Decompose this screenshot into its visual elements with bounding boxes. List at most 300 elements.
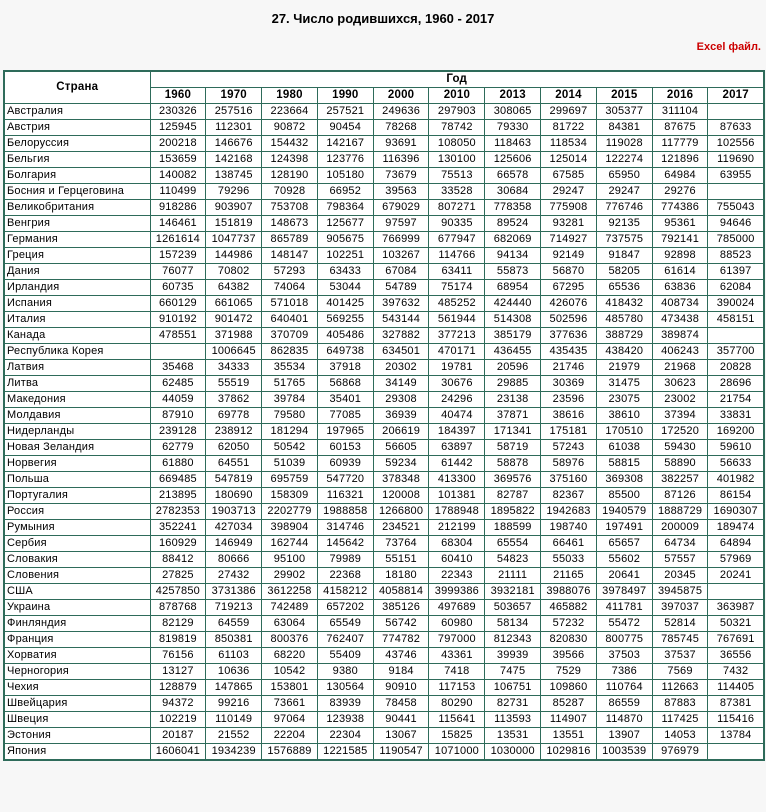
country-cell: Республика Корея [4, 344, 150, 360]
value-cell: 682069 [485, 232, 541, 248]
value-cell: 4158212 [317, 584, 373, 600]
value-cell: 146461 [150, 216, 206, 232]
value-cell: 473438 [652, 312, 708, 328]
value-cell: 66461 [541, 536, 597, 552]
value-cell: 73679 [373, 168, 429, 184]
value-cell: 634501 [373, 344, 429, 360]
births-table [3, 70, 765, 761]
value-cell: 65657 [596, 536, 652, 552]
value-cell: 13551 [541, 728, 597, 744]
value-cell: 390024 [708, 296, 764, 312]
value-cell: 865789 [262, 232, 318, 248]
value-cell: 82731 [485, 696, 541, 712]
value-cell: 424440 [485, 296, 541, 312]
value-cell: 503657 [485, 600, 541, 616]
value-cell: 74064 [262, 280, 318, 296]
value-cell: 23002 [652, 392, 708, 408]
table-row [4, 296, 764, 312]
country-cell: Словакия [4, 552, 150, 568]
value-cell: 92135 [596, 216, 652, 232]
value-cell: 57232 [541, 616, 597, 632]
year-header: 2014 [541, 88, 597, 104]
value-cell: 485780 [596, 312, 652, 328]
value-cell: 56742 [373, 616, 429, 632]
value-cell: 162744 [262, 536, 318, 552]
value-cell: 21552 [206, 728, 262, 744]
value-cell: 67295 [541, 280, 597, 296]
country-cell: Новая Зеландия [4, 440, 150, 456]
value-cell: 798364 [317, 200, 373, 216]
value-cell: 80666 [206, 552, 262, 568]
value-cell: 61614 [652, 264, 708, 280]
value-cell: 413300 [429, 472, 485, 488]
value-cell: 34149 [373, 376, 429, 392]
value-cell: 125014 [541, 152, 597, 168]
value-cell: 97597 [373, 216, 429, 232]
value-cell: 37537 [652, 648, 708, 664]
value-cell: 377636 [541, 328, 597, 344]
value-cell: 649738 [317, 344, 373, 360]
country-cell: Ирландия [4, 280, 150, 296]
value-cell: 905675 [317, 232, 373, 248]
value-cell: 369576 [485, 472, 541, 488]
country-cell: Словения [4, 568, 150, 584]
page-title: 27. Число родившихся, 1960 - 2017 [271, 11, 495, 26]
value-cell: 123938 [317, 712, 373, 728]
value-cell: 238912 [206, 424, 262, 440]
value-cell: 50321 [708, 616, 764, 632]
value-cell: 308065 [485, 104, 541, 120]
value-cell: 56605 [373, 440, 429, 456]
value-cell: 57557 [652, 552, 708, 568]
value-cell: 90335 [429, 216, 485, 232]
value-cell [708, 584, 764, 600]
value-cell: 1606041 [150, 744, 206, 761]
value-cell: 29902 [262, 568, 318, 584]
value-cell: 175181 [541, 424, 597, 440]
table-row [4, 184, 764, 200]
value-cell: 862835 [262, 344, 318, 360]
value-cell: 1190547 [373, 744, 429, 761]
year-header: 1990 [317, 88, 373, 104]
value-cell: 327882 [373, 328, 429, 344]
value-cell: 124398 [262, 152, 318, 168]
value-cell: 82367 [541, 488, 597, 504]
value-cell: 115416 [708, 712, 764, 728]
table-row [4, 520, 764, 536]
value-cell: 58719 [485, 440, 541, 456]
table-row [4, 376, 764, 392]
value-cell: 103267 [373, 248, 429, 264]
value-cell: 77085 [317, 408, 373, 424]
country-cell: Украина [4, 600, 150, 616]
value-cell: 18180 [373, 568, 429, 584]
country-cell: Румыния [4, 520, 150, 536]
value-cell: 29885 [485, 376, 541, 392]
country-cell: Черногория [4, 664, 150, 680]
value-cell: 83939 [317, 696, 373, 712]
value-cell: 1221585 [317, 744, 373, 761]
value-cell: 3988076 [541, 584, 597, 600]
value-cell: 820830 [541, 632, 597, 648]
value-cell: 61880 [150, 456, 206, 472]
value-cell: 7386 [596, 664, 652, 680]
value-cell: 778358 [485, 200, 541, 216]
table-row [4, 744, 764, 761]
table-row [4, 664, 764, 680]
value-cell: 1940579 [596, 504, 652, 520]
value-cell: 94134 [485, 248, 541, 264]
value-cell: 39784 [262, 392, 318, 408]
value-cell: 1934239 [206, 744, 262, 761]
table-row [4, 248, 764, 264]
value-cell: 3612258 [262, 584, 318, 600]
value-cell: 213895 [150, 488, 206, 504]
value-cell: 3978497 [596, 584, 652, 600]
value-cell: 27825 [150, 568, 206, 584]
value-cell: 60410 [429, 552, 485, 568]
value-cell: 121896 [652, 152, 708, 168]
value-cell: 774386 [652, 200, 708, 216]
value-cell: 20596 [485, 360, 541, 376]
table-row [4, 440, 764, 456]
value-cell: 114766 [429, 248, 485, 264]
value-cell: 52814 [652, 616, 708, 632]
value-cell: 385179 [485, 328, 541, 344]
value-cell: 200218 [150, 136, 206, 152]
value-cell: 116321 [317, 488, 373, 504]
value-cell: 29247 [541, 184, 597, 200]
country-cell: Дания [4, 264, 150, 280]
value-cell: 785000 [708, 232, 764, 248]
value-cell: 28696 [708, 376, 764, 392]
value-cell: 375160 [541, 472, 597, 488]
value-cell: 3999386 [429, 584, 485, 600]
value-cell: 84381 [596, 120, 652, 136]
value-cell: 411781 [596, 600, 652, 616]
value-cell: 86559 [596, 696, 652, 712]
year-header: 1970 [206, 88, 262, 104]
value-cell: 197965 [317, 424, 373, 440]
value-cell: 67585 [541, 168, 597, 184]
value-cell: 37918 [317, 360, 373, 376]
country-cell: Канада [4, 328, 150, 344]
value-cell: 378348 [373, 472, 429, 488]
country-cell: Эстония [4, 728, 150, 744]
value-cell: 60735 [150, 280, 206, 296]
value-cell: 438420 [596, 344, 652, 360]
value-cell: 145642 [317, 536, 373, 552]
table-row [4, 472, 764, 488]
country-cell: Россия [4, 504, 150, 520]
value-cell: 50542 [262, 440, 318, 456]
value-cell: 117425 [652, 712, 708, 728]
table-row [4, 216, 764, 232]
country-cell: Австралия [4, 104, 150, 120]
value-cell: 850381 [206, 632, 262, 648]
value-cell: 63897 [429, 440, 485, 456]
value-cell: 679029 [373, 200, 429, 216]
value-cell: 54789 [373, 280, 429, 296]
table-row [4, 712, 764, 728]
value-cell: 1071000 [429, 744, 485, 761]
value-cell: 130100 [429, 152, 485, 168]
value-cell: 370709 [262, 328, 318, 344]
value-cell: 695759 [262, 472, 318, 488]
value-cell [708, 744, 764, 761]
value-cell: 122274 [596, 152, 652, 168]
value-cell: 36556 [708, 648, 764, 664]
country-cell: Испания [4, 296, 150, 312]
country-cell: Литва [4, 376, 150, 392]
value-cell: 776746 [596, 200, 652, 216]
value-cell: 59430 [652, 440, 708, 456]
value-cell: 59234 [373, 456, 429, 472]
country-cell: Великобритания [4, 200, 150, 216]
value-cell: 147865 [206, 680, 262, 696]
value-cell: 58976 [541, 456, 597, 472]
value-cell: 561944 [429, 312, 485, 328]
value-cell: 397037 [652, 600, 708, 616]
value-cell: 142168 [206, 152, 262, 168]
value-cell: 34333 [206, 360, 262, 376]
value-cell: 65536 [596, 280, 652, 296]
value-cell: 53044 [317, 280, 373, 296]
value-cell: 39939 [485, 648, 541, 664]
value-cell: 792141 [652, 232, 708, 248]
value-cell [708, 184, 764, 200]
table-row [4, 504, 764, 520]
value-cell: 30684 [485, 184, 541, 200]
value-cell: 388729 [596, 328, 652, 344]
value-cell: 105180 [317, 168, 373, 184]
value-cell: 878768 [150, 600, 206, 616]
value-cell: 119690 [708, 152, 764, 168]
value-cell: 90872 [262, 120, 318, 136]
value-cell: 63955 [708, 168, 764, 184]
value-cell: 21754 [708, 392, 764, 408]
value-cell: 1895822 [485, 504, 541, 520]
table-row [4, 728, 764, 744]
value-cell: 101381 [429, 488, 485, 504]
value-cell: 20187 [150, 728, 206, 744]
value-cell: 35534 [262, 360, 318, 376]
excel-file-link[interactable]: Excel файл. [696, 41, 761, 53]
table-row [4, 680, 764, 696]
value-cell: 60153 [317, 440, 373, 456]
value-cell: 223664 [262, 104, 318, 120]
value-cell: 63433 [317, 264, 373, 280]
value-cell: 76156 [150, 648, 206, 664]
value-cell: 7569 [652, 664, 708, 680]
value-cell: 85287 [541, 696, 597, 712]
value-cell: 1030000 [485, 744, 541, 761]
value-cell: 90910 [373, 680, 429, 696]
value-cell: 910192 [150, 312, 206, 328]
value-cell: 153659 [150, 152, 206, 168]
value-cell: 82129 [150, 616, 206, 632]
value-cell: 9380 [317, 664, 373, 680]
value-cell: 543144 [373, 312, 429, 328]
value-cell: 37503 [596, 648, 652, 664]
value-cell: 70928 [262, 184, 318, 200]
country-cell: Франция [4, 632, 150, 648]
value-cell: 39563 [373, 184, 429, 200]
value-cell: 89524 [485, 216, 541, 232]
value-cell: 200009 [652, 520, 708, 536]
value-cell: 401982 [708, 472, 764, 488]
value-cell: 9184 [373, 664, 429, 680]
value-cell: 640401 [262, 312, 318, 328]
value-cell: 75513 [429, 168, 485, 184]
year-header: 2013 [485, 88, 541, 104]
value-cell: 29308 [373, 392, 429, 408]
value-cell: 774782 [373, 632, 429, 648]
value-cell: 426076 [541, 296, 597, 312]
value-cell: 57293 [262, 264, 318, 280]
table-row [4, 600, 764, 616]
value-cell: 151819 [206, 216, 262, 232]
value-cell: 37394 [652, 408, 708, 424]
value-cell: 257516 [206, 104, 262, 120]
value-cell: 785745 [652, 632, 708, 648]
country-cell: Греция [4, 248, 150, 264]
value-cell: 65950 [596, 168, 652, 184]
country-cell: Венгрия [4, 216, 150, 232]
value-cell: 35401 [317, 392, 373, 408]
value-cell: 43361 [429, 648, 485, 664]
value-cell: 146949 [206, 536, 262, 552]
value-cell: 58890 [652, 456, 708, 472]
value-cell: 59610 [708, 440, 764, 456]
value-cell: 56633 [708, 456, 764, 472]
value-cell: 23138 [485, 392, 541, 408]
value-cell: 102556 [708, 136, 764, 152]
value-cell: 21746 [541, 360, 597, 376]
table-row [4, 168, 764, 184]
value-cell: 812343 [485, 632, 541, 648]
value-cell: 43746 [373, 648, 429, 664]
value-cell: 297903 [429, 104, 485, 120]
year-group-header: Год [150, 71, 764, 88]
value-cell: 4058814 [373, 584, 429, 600]
value-cell: 38610 [596, 408, 652, 424]
value-cell: 569255 [317, 312, 373, 328]
value-cell: 22368 [317, 568, 373, 584]
value-cell: 377213 [429, 328, 485, 344]
value-cell: 78268 [373, 120, 429, 136]
value-cell: 60980 [429, 616, 485, 632]
country-cell: США [4, 584, 150, 600]
value-cell: 80290 [429, 696, 485, 712]
value-cell: 3731386 [206, 584, 262, 600]
value-cell: 7529 [541, 664, 597, 680]
value-cell: 762407 [317, 632, 373, 648]
value-cell: 397632 [373, 296, 429, 312]
value-cell: 401425 [317, 296, 373, 312]
value-cell: 30676 [429, 376, 485, 392]
value-cell: 110149 [206, 712, 262, 728]
value-cell: 514308 [485, 312, 541, 328]
value-cell: 73764 [373, 536, 429, 552]
value-cell: 117153 [429, 680, 485, 696]
value-cell: 3932181 [485, 584, 541, 600]
value-cell: 30623 [652, 376, 708, 392]
value-cell: 314746 [317, 520, 373, 536]
value-cell: 20641 [596, 568, 652, 584]
value-cell [708, 104, 764, 120]
table-row [4, 200, 764, 216]
value-cell: 20828 [708, 360, 764, 376]
country-cell: Португалия [4, 488, 150, 504]
value-cell: 20241 [708, 568, 764, 584]
value-cell: 61442 [429, 456, 485, 472]
value-cell: 13531 [485, 728, 541, 744]
table-row [4, 360, 764, 376]
value-cell: 33831 [708, 408, 764, 424]
value-cell: 1261614 [150, 232, 206, 248]
value-cell: 497689 [429, 600, 485, 616]
value-cell: 58815 [596, 456, 652, 472]
value-cell: 435435 [541, 344, 597, 360]
value-cell: 90441 [373, 712, 429, 728]
value-cell: 60939 [317, 456, 373, 472]
value-cell: 61103 [206, 648, 262, 664]
value-cell: 299697 [541, 104, 597, 120]
year-header: 2017 [708, 88, 764, 104]
value-cell: 188599 [485, 520, 541, 536]
country-cell: Нидерланды [4, 424, 150, 440]
value-cell: 90454 [317, 120, 373, 136]
value-cell: 144986 [206, 248, 262, 264]
value-cell: 7432 [708, 664, 764, 680]
value-cell: 385126 [373, 600, 429, 616]
value-cell: 19781 [429, 360, 485, 376]
country-cell: Босния и Герцеговина [4, 184, 150, 200]
table-row [4, 568, 764, 584]
value-cell: 75174 [429, 280, 485, 296]
value-cell: 110764 [596, 680, 652, 696]
value-cell: 571018 [262, 296, 318, 312]
country-cell: Хорватия [4, 648, 150, 664]
value-cell: 113593 [485, 712, 541, 728]
value-cell: 102251 [317, 248, 373, 264]
value-cell: 436455 [485, 344, 541, 360]
value-cell: 427034 [206, 520, 262, 536]
value-cell: 40474 [429, 408, 485, 424]
value-cell: 976979 [652, 744, 708, 761]
value-cell: 64551 [206, 456, 262, 472]
value-cell: 212199 [429, 520, 485, 536]
value-cell: 55033 [541, 552, 597, 568]
value-cell: 119028 [596, 136, 652, 152]
table-row [4, 280, 764, 296]
value-cell: 153801 [262, 680, 318, 696]
value-cell: 63836 [652, 280, 708, 296]
value-cell: 76077 [150, 264, 206, 280]
value-cell: 65554 [485, 536, 541, 552]
value-cell: 714927 [541, 232, 597, 248]
value-cell: 502596 [541, 312, 597, 328]
value-cell: 87910 [150, 408, 206, 424]
country-cell: Латвия [4, 360, 150, 376]
value-cell: 22343 [429, 568, 485, 584]
value-cell: 118534 [541, 136, 597, 152]
table-row [4, 552, 764, 568]
table-row [4, 152, 764, 168]
value-cell: 93281 [541, 216, 597, 232]
value-cell: 234521 [373, 520, 429, 536]
